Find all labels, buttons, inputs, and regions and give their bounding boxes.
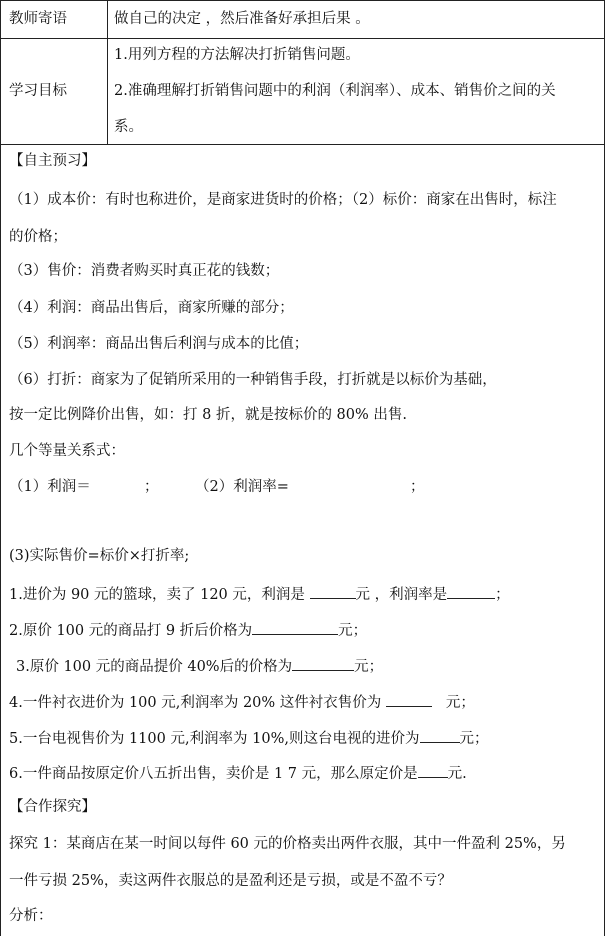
explore-line-1: 探究 1：某商店在某一时间以每件 60 元的价格卖出两件衣服，其中一件盈利 25%，另 — [9, 836, 566, 852]
exercise-4 — [9, 692, 475, 712]
answer-blank[interactable] — [447, 584, 495, 599]
exercise-text: 1.进价为 90 元的篮球，卖了 120 元，利润是 — [9, 587, 310, 603]
exercise-6 — [9, 763, 467, 783]
preview-line: （5）利润率：商品出售后利润与成本的比值； — [9, 336, 309, 352]
objective-1: 1.用列方程的方法解决打折销售问题。 — [114, 47, 360, 63]
analysis-label: 分析： — [9, 908, 53, 924]
preview-line: 几个等量关系式： — [9, 443, 125, 459]
column-divider — [107, 0, 108, 144]
exercise-5 — [9, 728, 489, 748]
preview-line: （4）利润：商品出售后，商家所赚的部分； — [9, 300, 294, 316]
answer-blank[interactable] — [418, 763, 448, 778]
row-divider-1 — [0, 38, 604, 39]
row-divider-2 — [0, 144, 604, 145]
relation-1: （1）利润＝ — [9, 479, 91, 495]
exercise-2 — [9, 620, 367, 640]
table-border-left — [0, 0, 1, 936]
answer-blank[interactable] — [292, 656, 354, 671]
exercise-text: 5.一台电视售价为 1100 元,利润率为 10%,则这台电视的进价为 — [9, 731, 420, 747]
exercise-text: 元； — [338, 623, 368, 639]
preview-line: 的价格； — [9, 229, 67, 245]
answer-blank[interactable] — [420, 728, 460, 743]
preview-line: （6）打折：商家为了促销所采用的一种销售手段，打折就是以标价为基础， — [9, 372, 497, 388]
exercise-text: 4.一件衬衣进价为 100 元,利润率为 20% 这件衬衣售价为 — [9, 695, 386, 711]
answer-blank[interactable] — [252, 620, 338, 635]
exercise-text: 元； — [445, 695, 475, 711]
preview-line: （1）成本价：有时也称进价，是商家进货时的价格；（2）标价：商家在出售时，标注 — [9, 192, 557, 208]
exercise-text: 元； — [354, 659, 384, 675]
relation-1-end: ； — [144, 479, 159, 495]
answer-blank[interactable] — [310, 584, 356, 599]
teacher-message-label: 教师寄语 — [9, 11, 67, 27]
exercise-text: 元. — [447, 766, 467, 782]
preview-line: （3）售价：消费者购买时真正花的钱数； — [9, 263, 280, 279]
exercise-1 — [9, 584, 510, 604]
teacher-message: 做自己的决定 ，然后准备好承担后果 。 — [114, 11, 370, 27]
preview-line: 按一定比例降价出售，如：打 8 折，就是按标价的 80% 出售. — [9, 407, 407, 423]
exercise-text: 6.一件商品按原定价八五折出售，卖价是 1 7 元，那么原定价是 — [9, 766, 418, 782]
cooperate-heading: 【合作探究】 — [9, 799, 96, 815]
preview-heading: 【自主预习】 — [9, 153, 96, 169]
exercise-3 — [16, 656, 383, 676]
objective-2-line2: 系。 — [114, 119, 143, 135]
objective-2-line1: 2.准确理解打折销售问题中的利润（利润率）、成本、销售价之间的关 — [114, 83, 556, 99]
relation-2-end: ； — [410, 479, 425, 495]
explore-line-2: 一件亏损 25%，卖这两件衣服总的是盈利还是亏损，或是不盈不亏？ — [9, 873, 452, 889]
relation-2: （2）利润率= — [195, 479, 289, 495]
objectives-label: 学习目标 — [9, 83, 67, 99]
exercise-text: ； — [495, 587, 510, 603]
relation-3: (3)实际售价=标价×打折率; — [9, 548, 190, 564]
table-border-top — [0, 0, 604, 1]
answer-blank[interactable] — [386, 692, 432, 707]
exercise-text: 元 ，利润率是 — [355, 587, 448, 603]
exercise-text: 元； — [459, 731, 489, 747]
exercise-text: 2.原价 100 元的商品打 9 折后价格为 — [9, 623, 253, 639]
exercise-text: 3.原价 100 元的商品提价 40%后的价格为 — [16, 659, 293, 675]
